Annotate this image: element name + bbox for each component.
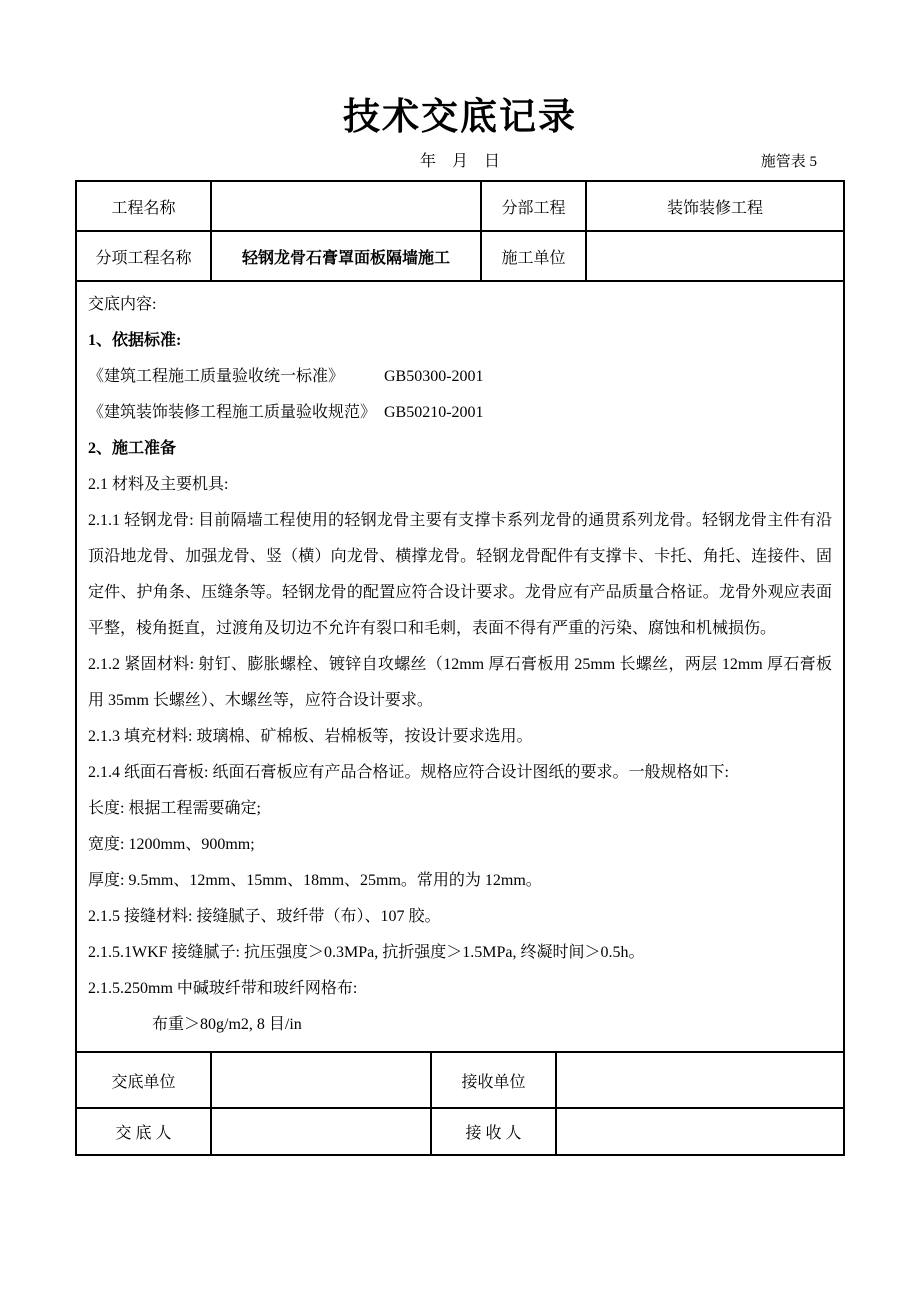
content-label: 交底内容:: [88, 296, 157, 313]
disclosing-person-label: 交 底 人: [77, 1109, 212, 1156]
construction-unit-value: [587, 232, 845, 282]
content-cell: [77, 282, 845, 1053]
disclosure-table: [75, 180, 845, 1156]
content-paragraph: 《建筑工程施工质量验收统一标准》 GB50300-2001: [88, 368, 484, 385]
subheader: [75, 150, 845, 174]
sub-item-name-value: 轻钢龙骨石膏罩面板隔墙施工: [212, 232, 482, 282]
content-paragraph: 2.1.1 轻钢龙骨: 目前隔墙工程使用的轻钢龙骨主要有支撑卡系列龙骨的通贯系列龙骨。轻钢龙骨主件有沿顶沿地龙骨、加强龙骨、竖（横）向龙骨、横撑龙骨。轻钢龙骨配件有支撑卡、卡托、角托、连接件、固定件、护角条、压缝条等。轻钢龙骨的配置应符合设计要求。龙骨应有产品质量合格证。龙骨外观应表面平整，棱角挺直，过渡角及切边不允许有裂口和毛刺，表面不得有严重的污染、腐蚀和机械损伤。: [88, 512, 832, 637]
receiving-unit-label: 接收单位: [432, 1053, 557, 1109]
content-paragraph: 2.1.5.250mm 中碱玻纤带和玻纤网格布:: [88, 980, 358, 997]
content-paragraph: 2.1.5.1WKF 接缝腻子: 抗压强度＞0.3MPa, 抗折强度＞1.5MPa, 终凝时间＞0.5h。: [88, 944, 645, 961]
content-paragraph: 2.1.5 接缝材料: 接缝腻子、玻纤带（布）、107 胶。: [88, 908, 441, 925]
division-work-label: 分部工程: [482, 182, 587, 232]
receiving-unit-value: [557, 1053, 845, 1109]
content-row: [77, 282, 845, 1053]
content-paragraph: 宽度: 1200mm、900mm;: [88, 836, 255, 853]
content-paragraph: 厚度: 9.5mm、12mm、15mm、18mm、25mm。常用的为 12mm。: [88, 872, 542, 889]
disclosing-person-value: [212, 1109, 432, 1156]
project-name-label: 工程名称: [77, 182, 212, 232]
content-paragraph: 2.1 材料及主要机具:: [88, 476, 229, 493]
date-line: 年 月 日: [419, 153, 500, 170]
info-row-2: [77, 232, 845, 282]
disclosing-unit-value: [212, 1053, 432, 1109]
content-paragraph: 2.1.4 纸面石膏板: 纸面石膏板应有产品合格证。规格应符合设计图纸的要求。一般规格如下:: [88, 764, 729, 781]
sub-item-name-label: 分项工程名称: [77, 232, 212, 282]
content-paragraph: 1、依据标准:: [88, 332, 182, 349]
content-paragraph: 布重＞80g/m2, 8 目/in: [152, 1016, 302, 1033]
sign-row-1: [77, 1053, 845, 1109]
receiving-person-label: 接 收 人: [432, 1109, 557, 1156]
sign-row-2: [77, 1109, 845, 1156]
division-work-value: 装饰装修工程: [587, 182, 845, 232]
construction-unit-label: 施工单位: [482, 232, 587, 282]
project-name-value: [212, 182, 482, 232]
content-paragraphs: [88, 323, 832, 1043]
receiving-person-value: [557, 1109, 845, 1156]
page-title: 技术交底记录: [343, 97, 577, 138]
content-paragraph: 《建筑装饰装修工程施工质量验收规范》 GB50210-2001: [88, 404, 484, 421]
content-paragraph: 长度: 根据工程需要确定;: [88, 800, 261, 817]
disclosing-unit-label: 交底单位: [77, 1053, 212, 1109]
info-row-1: [77, 182, 845, 232]
content-paragraph: 2、施工准备: [88, 440, 177, 457]
form-number: 施管表 5: [760, 154, 817, 170]
content-paragraph: 2.1.2 紧固材料: 射钉、膨胀螺栓、镀锌自攻螺丝（12mm 厚石膏板用 25mm 长螺丝，两层 12mm 厚石膏板用 35mm 长螺丝）、木螺丝等，应符合设计要求。: [88, 656, 832, 709]
content-paragraph: 2.1.3 填充材料: 玻璃棉、矿棉板、岩棉板等，按设计要求选用。: [88, 728, 533, 745]
